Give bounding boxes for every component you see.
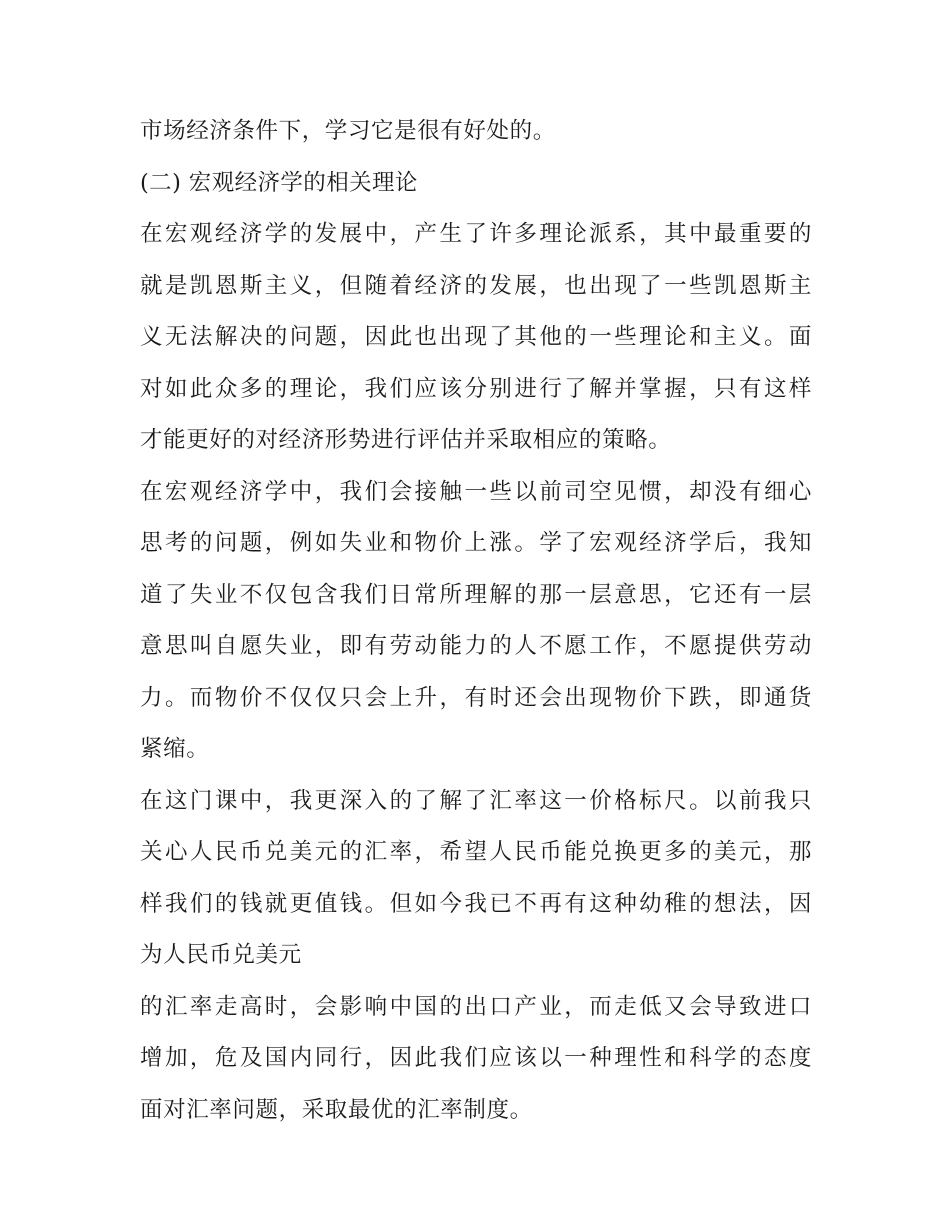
document-page bbox=[140, 106, 812, 1136]
paragraph-line: 义无法解决的问题，因此也出现了其他的一些理论和主义。面 bbox=[140, 324, 812, 350]
paragraph-line: 样我们的钱就更值钱。但如今我已不再有这种幼稚的想法，因 bbox=[140, 890, 812, 917]
section-heading: (二) 宏观经济学的相关理论 bbox=[140, 169, 418, 196]
paragraph-line: 面对汇率问题，采取最优的汇率制度。 bbox=[140, 1096, 533, 1123]
paragraph-line: 为人民币兑美元 bbox=[140, 942, 302, 968]
paragraph-line: 道了失业不仅包含我们日常所理解的那一层意思，它还有一层 bbox=[140, 581, 812, 608]
paragraph-line: 就是凯恩斯主义，但随着经济的发展，也出现了一些凯恩斯主 bbox=[140, 272, 812, 299]
paragraph-line: 力。而物价不仅仅只会上升，有时还会出现物价下跌，即通货 bbox=[140, 684, 812, 711]
paragraph-line: 意思叫自愿失业，即有劳动能力的人不愿工作，不愿提供劳动 bbox=[140, 633, 812, 659]
paragraph-line: 市场经济条件下，学习它是很有好处的。 bbox=[140, 118, 556, 144]
paragraph-line: 对如此众多的理论，我们应该分别进行了解并掌握，只有这样 bbox=[140, 375, 812, 402]
paragraph-line: 在宏观经济学中，我们会接触一些以前司空见惯，却没有细心 bbox=[140, 478, 812, 505]
paragraph-line: 在宏观经济学的发展中，产生了许多理论派系，其中最重要的 bbox=[140, 221, 812, 247]
paragraph-line: 紧缩。 bbox=[140, 736, 210, 762]
paragraph-line: 才能更好的对经济形势进行评估并采取相应的策略。 bbox=[140, 427, 672, 453]
paragraph-line: 关心人民币兑美元的汇率，希望人民币能兑换更多的美元，那 bbox=[140, 839, 812, 865]
paragraph-line: 的汇率走高时，会影响中国的出口产业，而走低又会导致进口 bbox=[140, 993, 812, 1020]
paragraph-line: 增加，危及国内同行，因此我们应该以一种理性和科学的态度 bbox=[140, 1045, 812, 1071]
paragraph-line: 在这门课中，我更深入的了解了汇率这一价格标尺。以前我只 bbox=[140, 787, 812, 814]
paragraph-line: 思考的问题，例如失业和物价上涨。学了宏观经济学后，我知 bbox=[140, 530, 812, 556]
